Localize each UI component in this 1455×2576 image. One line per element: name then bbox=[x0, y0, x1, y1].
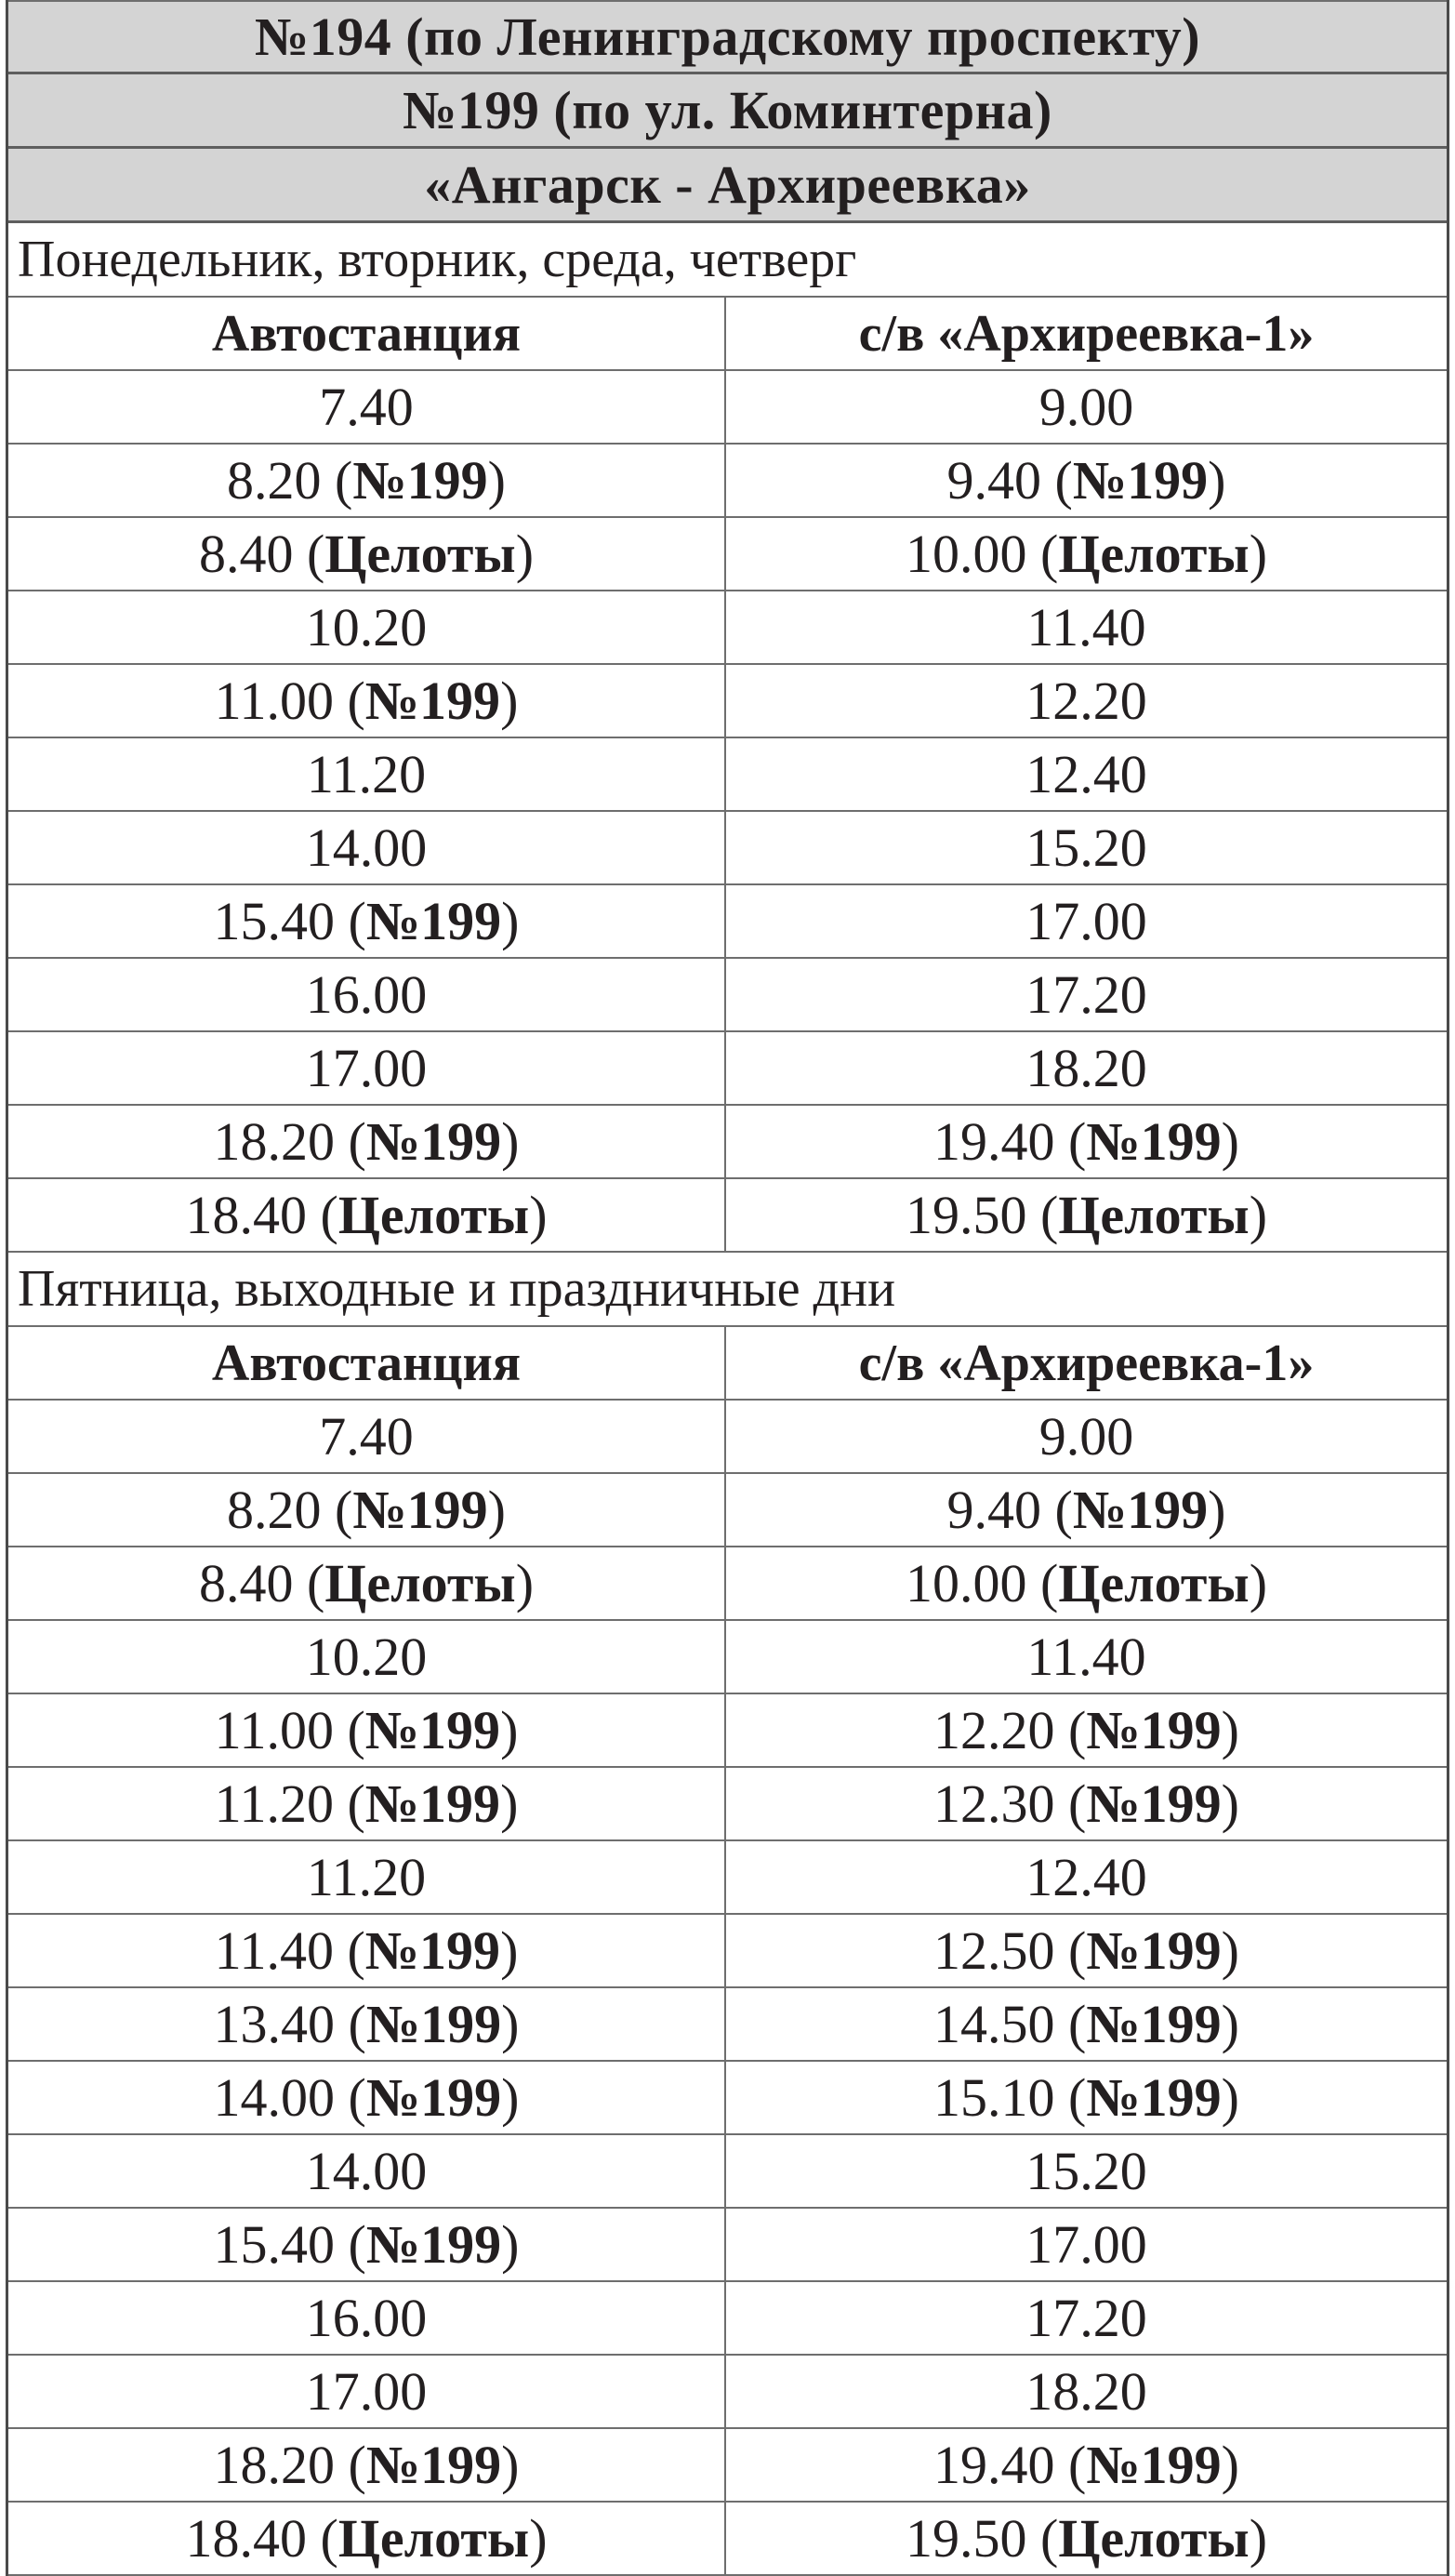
route-note-close: ) bbox=[501, 2214, 520, 2275]
right-time-cell bbox=[726, 1547, 1447, 1619]
departure-time: 9.00 bbox=[1038, 377, 1134, 437]
route-note-close: ) bbox=[515, 1553, 535, 1613]
right-time-cell bbox=[726, 2282, 1447, 2354]
departure-time: 10.00 ( bbox=[905, 1553, 1059, 1613]
route-note-close: ) bbox=[529, 1185, 548, 1245]
left-time-cell bbox=[8, 1106, 726, 1177]
route-note: №199 bbox=[352, 450, 488, 511]
table-row bbox=[8, 1474, 1447, 1547]
weekend-header-left: Автостанция bbox=[8, 1327, 726, 1399]
route-note-close: ) bbox=[501, 1111, 520, 1172]
route-note: №199 bbox=[1086, 1700, 1222, 1760]
route-note-close: ) bbox=[1208, 450, 1226, 511]
route-note: Целоты bbox=[324, 524, 516, 584]
left-time-cell bbox=[8, 2135, 726, 2207]
right-time-cell bbox=[726, 2356, 1447, 2427]
departure-time: 10.20 bbox=[305, 1627, 428, 1687]
departure-time: 18.20 bbox=[1025, 2361, 1147, 2422]
departure-time: 12.30 ( bbox=[933, 1773, 1087, 1834]
table-row bbox=[8, 2062, 1447, 2135]
departure-time: 19.50 ( bbox=[905, 1185, 1059, 1245]
departure-time: 11.40 bbox=[1026, 1627, 1146, 1687]
departure-time: 18.20 ( bbox=[213, 1111, 366, 1172]
route-note-close: ) bbox=[487, 450, 506, 511]
left-time-cell bbox=[8, 1915, 726, 1986]
departure-time: 15.20 bbox=[1025, 2141, 1147, 2201]
departure-time: 15.40 ( bbox=[213, 2214, 366, 2275]
right-time-cell bbox=[726, 812, 1447, 883]
left-time-cell bbox=[8, 445, 726, 516]
left-time-cell bbox=[8, 1694, 726, 1766]
table-row bbox=[8, 1915, 1447, 1988]
weekend-section-label-text: Пятница, выходные и праздничные дни bbox=[18, 1260, 896, 1318]
table-row bbox=[8, 1179, 1447, 1253]
left-time-cell bbox=[8, 2209, 726, 2280]
right-time-cell bbox=[726, 959, 1447, 1030]
left-time-cell bbox=[8, 1841, 726, 1913]
route-note: №199 bbox=[364, 1700, 501, 1760]
route-note-close: ) bbox=[487, 1480, 506, 1540]
route-note-close: ) bbox=[500, 1773, 519, 1834]
weekday-section-label bbox=[8, 223, 1447, 298]
table-row bbox=[8, 2209, 1447, 2282]
route-name-text: «Ангарск - Архиреевка» bbox=[424, 154, 1031, 215]
departure-time: 11.20 bbox=[306, 744, 427, 804]
right-time-cell bbox=[726, 1841, 1447, 1913]
route-title-194 bbox=[8, 0, 1447, 74]
route-note: №199 bbox=[1072, 1480, 1209, 1540]
route-note-close: ) bbox=[1221, 1700, 1239, 1760]
left-time-cell bbox=[8, 2356, 726, 2427]
route-note-close: ) bbox=[515, 524, 535, 584]
right-time-cell bbox=[726, 1106, 1447, 1177]
route-note-close: ) bbox=[1249, 1185, 1268, 1245]
departure-time: 11.40 ( bbox=[214, 1920, 365, 1981]
right-time-cell bbox=[726, 445, 1447, 516]
right-time-cell bbox=[726, 1474, 1447, 1546]
route-note: №199 bbox=[352, 1480, 488, 1540]
departure-time: 11.00 ( bbox=[214, 1700, 365, 1760]
departure-time: 14.00 bbox=[305, 2141, 428, 2201]
route-note-close: ) bbox=[1221, 1994, 1239, 2054]
table-row bbox=[8, 2429, 1447, 2503]
right-time-cell bbox=[726, 1988, 1447, 2060]
right-time-cell bbox=[726, 2429, 1447, 2501]
departure-time: 18.40 ( bbox=[185, 1185, 338, 1245]
left-time-cell bbox=[8, 2282, 726, 2354]
weekday-section-label-text: Понедельник, вторник, среда, четверг bbox=[18, 231, 857, 288]
route-note-close: ) bbox=[501, 2435, 520, 2495]
route-note: №199 bbox=[365, 2067, 502, 2128]
departure-time: 7.40 bbox=[319, 1406, 414, 1467]
right-time-cell bbox=[726, 1621, 1447, 1693]
route-note: №199 bbox=[364, 1773, 501, 1834]
left-time-cell bbox=[8, 2429, 726, 2501]
route-note: №199 bbox=[364, 1920, 501, 1981]
left-time-cell bbox=[8, 2062, 726, 2133]
table-row bbox=[8, 1694, 1447, 1768]
weekend-column-headers bbox=[8, 1327, 1447, 1401]
route-note: №199 bbox=[365, 891, 502, 951]
route-note: №199 bbox=[1086, 1920, 1222, 1981]
table-row bbox=[8, 665, 1447, 738]
departure-time: 17.00 bbox=[1025, 2214, 1147, 2275]
departure-time: 15.40 ( bbox=[213, 891, 366, 951]
weekend-section-label bbox=[8, 1253, 1447, 1327]
departure-time: 8.20 ( bbox=[227, 1480, 353, 1540]
route-title-199 bbox=[8, 74, 1447, 149]
departure-time: 18.20 ( bbox=[213, 2435, 366, 2495]
right-time-cell bbox=[726, 1179, 1447, 1251]
right-time-cell bbox=[726, 1401, 1447, 1472]
right-time-cell bbox=[726, 1032, 1447, 1104]
table-row bbox=[8, 959, 1447, 1032]
left-time-cell bbox=[8, 1768, 726, 1839]
departure-time: 14.00 ( bbox=[213, 2067, 366, 2128]
table-row bbox=[8, 371, 1447, 445]
route-note-close: ) bbox=[1249, 1553, 1268, 1613]
departure-time: 18.20 bbox=[1025, 1038, 1147, 1098]
table-row bbox=[8, 1768, 1447, 1841]
right-time-cell bbox=[726, 665, 1447, 737]
departure-time: 12.20 bbox=[1025, 671, 1147, 731]
departure-time: 19.40 ( bbox=[933, 1111, 1087, 1172]
left-time-cell bbox=[8, 371, 726, 443]
departure-time: 17.00 bbox=[305, 2361, 428, 2422]
weekday-rows bbox=[8, 371, 1447, 1253]
route-note: №199 bbox=[364, 671, 501, 731]
table-row bbox=[8, 518, 1447, 591]
left-time-cell bbox=[8, 1547, 726, 1619]
left-time-cell bbox=[8, 518, 726, 590]
departure-time: 19.40 ( bbox=[933, 2435, 1087, 2495]
route-note-close: ) bbox=[500, 1700, 519, 1760]
right-time-cell bbox=[726, 2209, 1447, 2280]
route-note-close: ) bbox=[1221, 1773, 1239, 1834]
departure-time: 16.00 bbox=[305, 2288, 428, 2348]
route-note: №199 bbox=[1086, 1111, 1222, 1172]
right-time-cell bbox=[726, 738, 1447, 810]
departure-time: 16.00 bbox=[305, 964, 428, 1025]
route-note: Целоты bbox=[1058, 524, 1250, 584]
departure-time: 17.20 bbox=[1025, 964, 1147, 1025]
table-row bbox=[8, 1401, 1447, 1474]
route-note: №199 bbox=[1086, 1994, 1222, 2054]
departure-time: 17.00 bbox=[305, 1038, 428, 1098]
route-note: Целоты bbox=[1058, 2508, 1250, 2569]
right-time-cell bbox=[726, 2503, 1447, 2574]
table-row bbox=[8, 2135, 1447, 2209]
route-note-close: ) bbox=[1221, 1920, 1239, 1981]
left-time-cell bbox=[8, 1032, 726, 1104]
table-row bbox=[8, 591, 1447, 665]
route-note: №199 bbox=[365, 2435, 502, 2495]
left-time-cell bbox=[8, 1179, 726, 1251]
route-note: Целоты bbox=[1058, 1553, 1250, 1613]
left-time-cell bbox=[8, 591, 726, 663]
weekend-rows bbox=[8, 1401, 1447, 2576]
departure-time: 15.20 bbox=[1025, 817, 1147, 878]
departure-time: 12.40 bbox=[1025, 744, 1147, 804]
departure-time: 11.00 ( bbox=[214, 671, 365, 731]
table-row bbox=[8, 1988, 1447, 2062]
departure-time: 8.20 ( bbox=[227, 450, 353, 511]
table-row bbox=[8, 2282, 1447, 2356]
route-note: №199 bbox=[365, 1994, 502, 2054]
route-note: Целоты bbox=[337, 1185, 530, 1245]
route-note-close: ) bbox=[501, 1994, 520, 2054]
left-time-cell bbox=[8, 1401, 726, 1472]
left-time-cell bbox=[8, 738, 726, 810]
weekday-header-left: Автостанция bbox=[8, 298, 726, 369]
right-time-cell bbox=[726, 591, 1447, 663]
table-row bbox=[8, 1032, 1447, 1106]
table-row bbox=[8, 1106, 1447, 1179]
weekday-column-headers bbox=[8, 298, 1447, 371]
route-note: Целоты bbox=[1058, 1185, 1250, 1245]
departure-time: 15.10 ( bbox=[933, 2067, 1087, 2128]
left-time-cell bbox=[8, 1988, 726, 2060]
departure-time: 11.40 bbox=[1026, 597, 1146, 657]
departure-time: 10.00 ( bbox=[905, 524, 1059, 584]
table-row bbox=[8, 812, 1447, 885]
left-time-cell bbox=[8, 665, 726, 737]
route-note: Целоты bbox=[324, 1553, 516, 1613]
departure-time: 11.20 ( bbox=[214, 1773, 365, 1834]
route-note: №199 bbox=[1086, 2435, 1222, 2495]
route-note-close: ) bbox=[1221, 2067, 1239, 2128]
left-time-cell bbox=[8, 959, 726, 1030]
departure-time: 11.20 bbox=[306, 1847, 427, 1907]
route-note: №199 bbox=[365, 1111, 502, 1172]
left-time-cell bbox=[8, 1621, 726, 1693]
route-note-close: ) bbox=[1249, 2508, 1268, 2569]
table-row bbox=[8, 2503, 1447, 2576]
route-note-close: ) bbox=[1208, 1480, 1226, 1540]
left-time-cell bbox=[8, 2503, 726, 2574]
table-row bbox=[8, 2356, 1447, 2429]
right-time-cell bbox=[726, 2135, 1447, 2207]
departure-time: 14.00 bbox=[305, 817, 428, 878]
departure-time: 7.40 bbox=[319, 377, 414, 437]
weekend-header-right: с/в «Архиреевка-1» bbox=[858, 1334, 1315, 1392]
departure-time: 13.40 ( bbox=[213, 1994, 366, 2054]
table-row bbox=[8, 738, 1447, 812]
table-row bbox=[8, 1841, 1447, 1915]
right-time-cell bbox=[726, 518, 1447, 590]
departure-time: 19.50 ( bbox=[905, 2508, 1059, 2569]
route-note: Целоты bbox=[337, 2508, 530, 2569]
route-title-194-text: №194 (по Ленинградскому проспекту) bbox=[254, 7, 1201, 67]
route-note-close: ) bbox=[500, 1920, 519, 1981]
route-note: №199 bbox=[1086, 1773, 1222, 1834]
departure-time: 12.20 ( bbox=[933, 1700, 1087, 1760]
departure-time: 12.40 bbox=[1025, 1847, 1147, 1907]
route-note-close: ) bbox=[1221, 1111, 1239, 1172]
departure-time: 12.50 ( bbox=[933, 1920, 1087, 1981]
table-row bbox=[8, 1621, 1447, 1694]
route-note-close: ) bbox=[500, 671, 519, 731]
route-note-close: ) bbox=[529, 2508, 548, 2569]
route-title-199-text: №199 (по ул. Коминтерна) bbox=[403, 80, 1052, 140]
left-time-cell bbox=[8, 885, 726, 957]
departure-time: 18.40 ( bbox=[185, 2508, 338, 2569]
departure-time: 17.20 bbox=[1025, 2288, 1147, 2348]
departure-time: 14.50 ( bbox=[933, 1994, 1087, 2054]
route-note-close: ) bbox=[1221, 2435, 1239, 2495]
weekday-header-right: с/в «Архиреевка-1» bbox=[858, 304, 1315, 363]
departure-time: 9.40 ( bbox=[946, 1480, 1073, 1540]
departure-time: 17.00 bbox=[1025, 891, 1147, 951]
right-time-cell bbox=[726, 2062, 1447, 2133]
right-time-cell bbox=[726, 371, 1447, 443]
route-note-close: ) bbox=[501, 2067, 520, 2128]
table-row bbox=[8, 445, 1447, 518]
route-note-close: ) bbox=[1249, 524, 1268, 584]
route-note: №199 bbox=[1086, 2067, 1222, 2128]
table-row bbox=[8, 1547, 1447, 1621]
departure-time: 10.20 bbox=[305, 597, 428, 657]
departure-time: 8.40 ( bbox=[198, 524, 325, 584]
right-time-cell bbox=[726, 1768, 1447, 1839]
left-time-cell bbox=[8, 1474, 726, 1546]
route-note: №199 bbox=[1072, 450, 1209, 511]
right-time-cell bbox=[726, 1694, 1447, 1766]
departure-time: 9.40 ( bbox=[946, 450, 1073, 511]
route-note: №199 bbox=[365, 2214, 502, 2275]
schedule-sheet bbox=[6, 0, 1449, 2576]
route-name bbox=[8, 149, 1447, 223]
departure-time: 9.00 bbox=[1038, 1406, 1134, 1467]
table-row bbox=[8, 885, 1447, 959]
route-note-close: ) bbox=[501, 891, 520, 951]
departure-time: 8.40 ( bbox=[198, 1553, 325, 1613]
right-time-cell bbox=[726, 885, 1447, 957]
left-time-cell bbox=[8, 812, 726, 883]
right-time-cell bbox=[726, 1915, 1447, 1986]
